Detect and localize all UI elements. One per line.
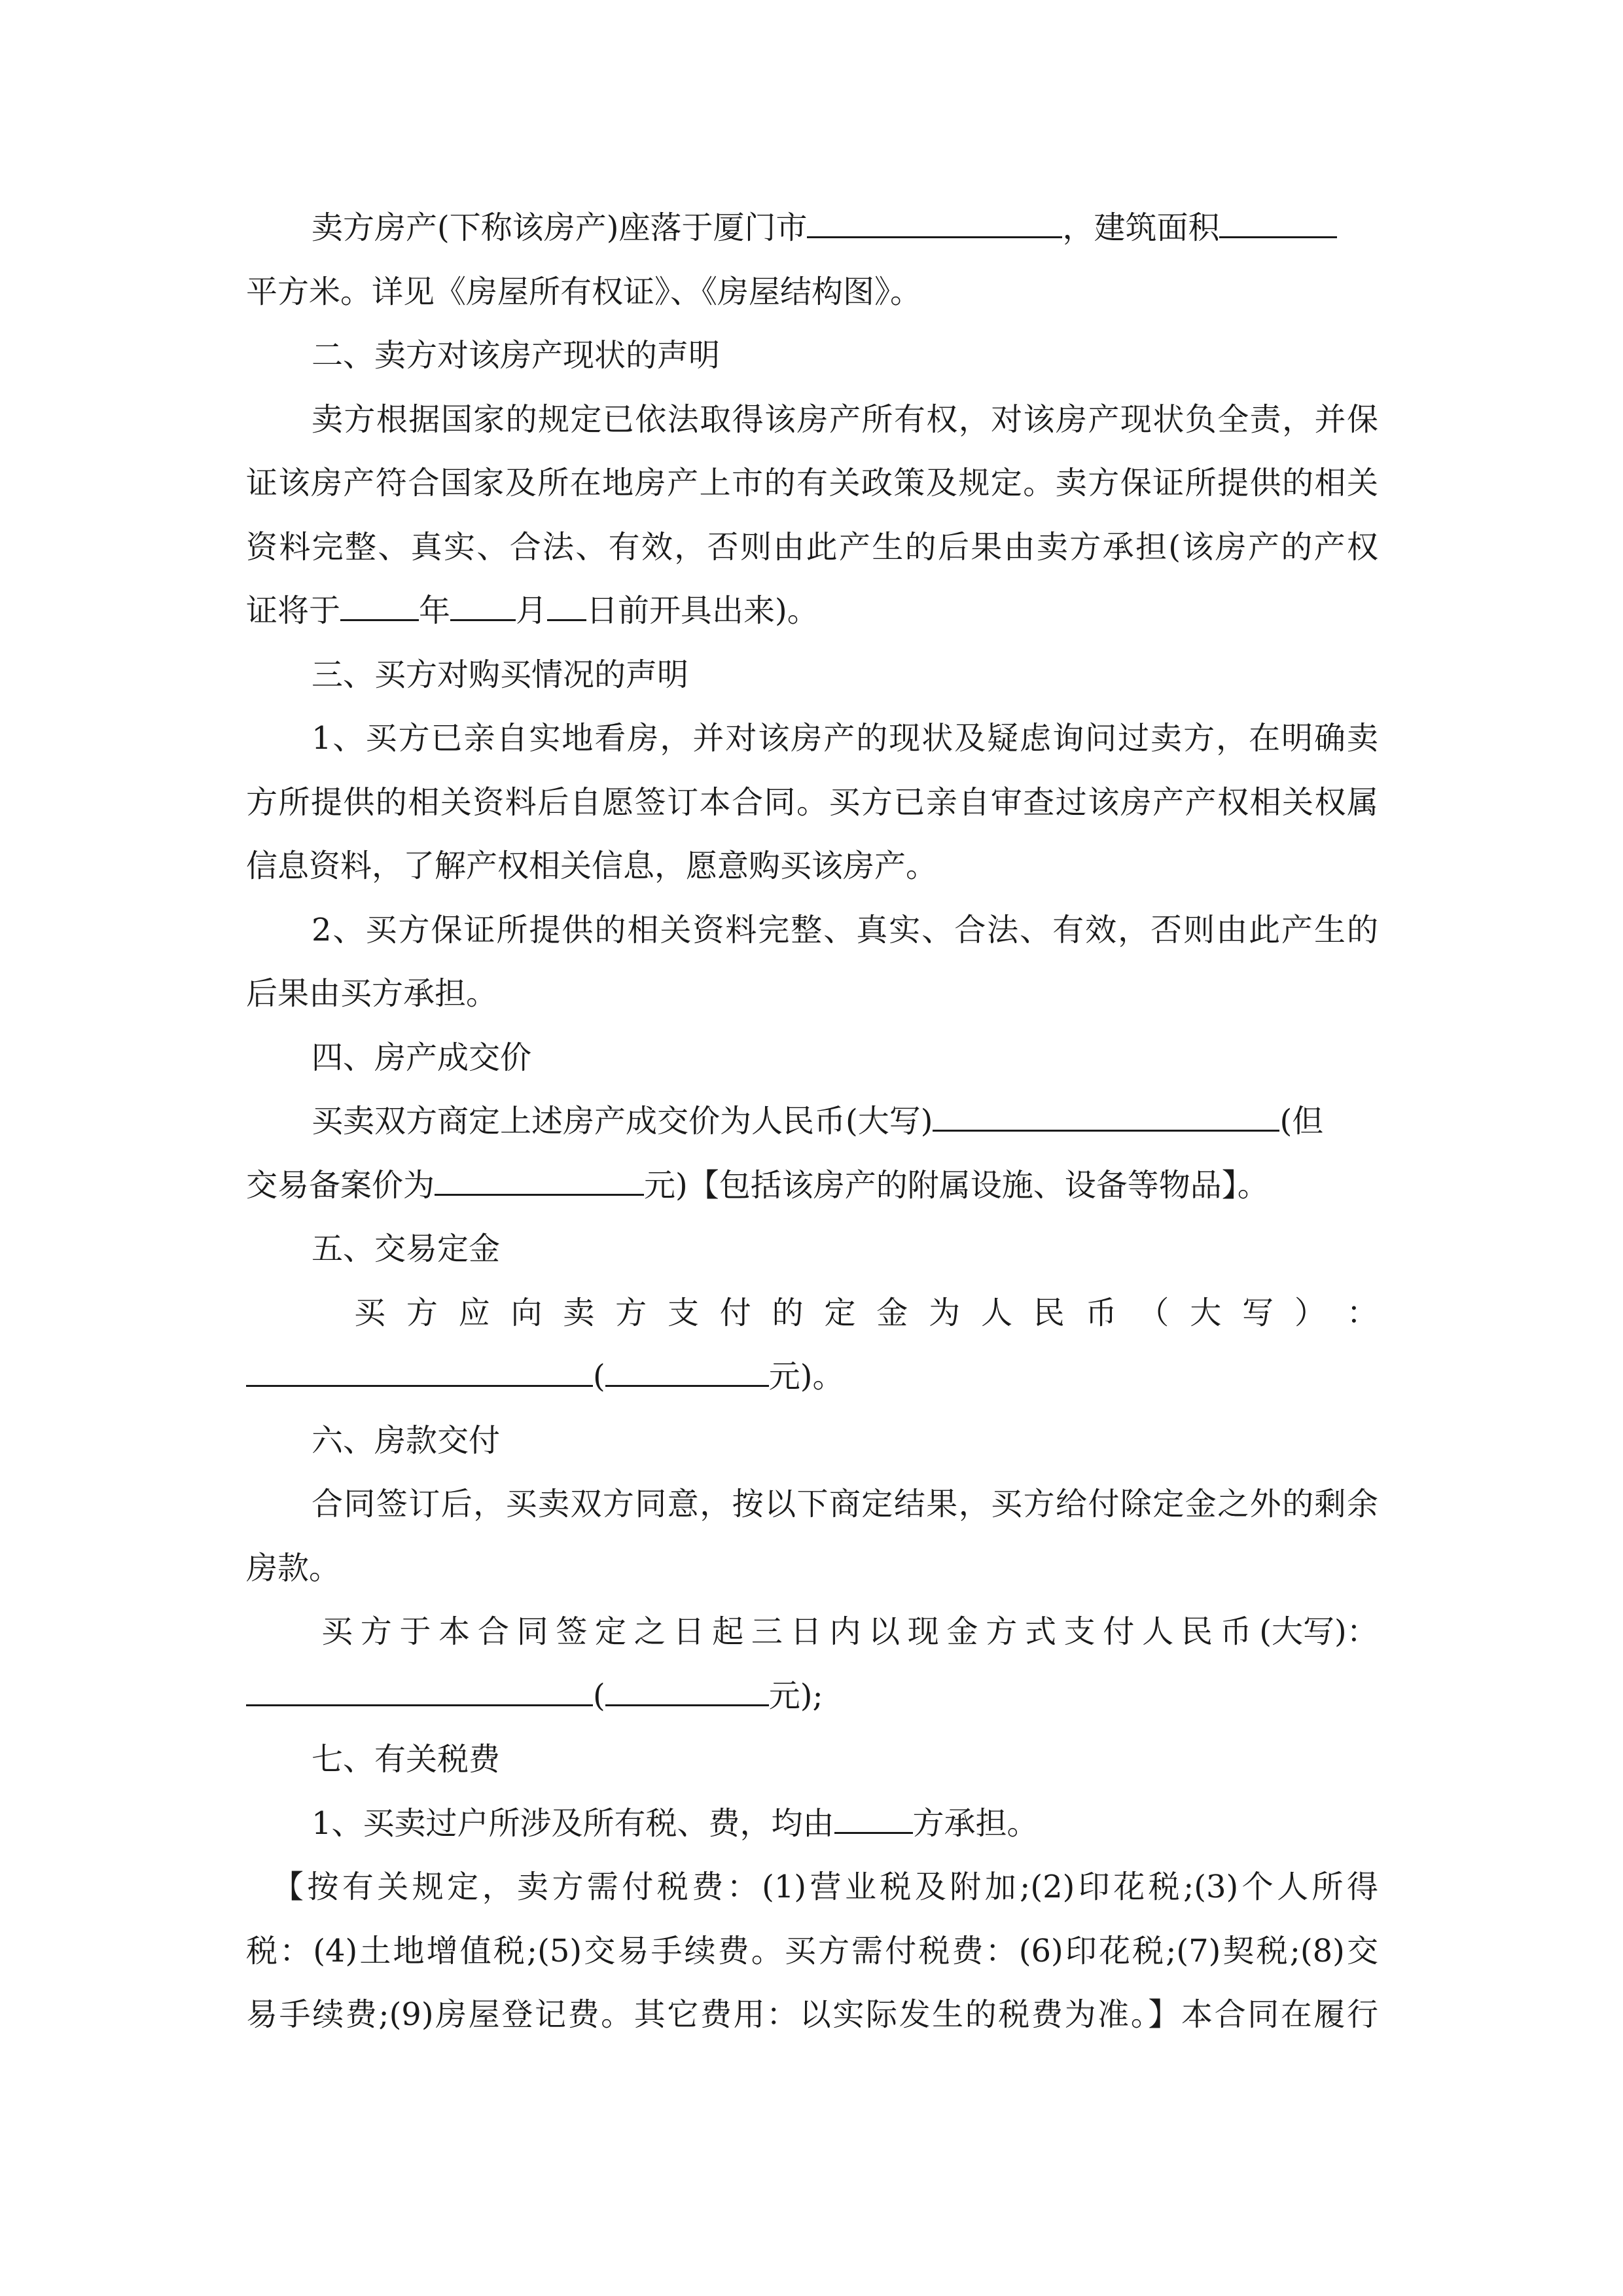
char: 于 [399,1613,431,1650]
blank-payment-amount[interactable] [605,1668,769,1706]
text: 证将于 [246,592,341,629]
char: 的 [772,1294,804,1331]
section-heading-7 [246,1728,1378,1792]
paragraph-line [246,388,1378,452]
char: ） [1294,1294,1326,1331]
paragraph-line [246,1856,1378,1920]
text: 房款。 [246,1549,341,1587]
text: (但 [1279,1103,1324,1139]
text: ，建筑面积 [1062,209,1220,246]
blank-deposit-words[interactable] [246,1348,593,1387]
blank-year[interactable] [340,583,419,621]
text: 卖方根据国家的规定已依法取得该房产所有权，对该房产现状负全责，并保 [312,401,1378,438]
char: (大写)： [1259,1613,1378,1650]
contract-page [246,196,1378,2047]
char: 签 [556,1613,588,1650]
char: 同 [516,1613,548,1650]
char: 应 [458,1294,490,1331]
text: 元); [768,1677,823,1714]
heading-text: 七、有关税费 [312,1741,501,1778]
char: ： [1346,1294,1378,1331]
char: 民 [1181,1613,1213,1650]
char: 式 [1024,1613,1056,1650]
text: 元)。 [768,1358,844,1395]
text: 交易备案价为 [246,1166,435,1204]
blank-day[interactable] [547,583,586,621]
char: 付 [719,1294,751,1331]
heading-text: 三、买方对购买情况的声明 [312,656,689,693]
section-heading-4 [246,1026,1378,1090]
char: 现 [907,1613,939,1650]
text: 年 [419,592,451,629]
text: 元)【包括该房产的附属设施、设备等物品】。 [644,1166,1269,1204]
paragraph-line [246,452,1378,516]
blank-payment-words[interactable] [246,1668,593,1706]
paragraph-line [246,1664,1378,1729]
char: 民 [1033,1294,1065,1331]
paragraph-line [246,579,1378,643]
text: 2、买方保证所提供的相关资料完整、真实、合法、有效，否则由此产生的 [312,911,1378,948]
text: 1、买方已亲自实地看房，并对该房产的现状及疑虑询问过卖方，在明确卖 [312,720,1378,757]
paragraph-line [246,899,1378,963]
paragraph-line [246,1983,1378,2047]
text: ( [593,1677,605,1714]
text: 信息资料，了解产权相关信息，愿意购买该房产。 [246,848,938,884]
paragraph-location-cont [246,260,1378,325]
heading-text: 五、交易定金 [312,1230,501,1267]
heading-text: 六、房款交付 [312,1422,501,1459]
text: 证该房产符合国家及所在地房产上市的有关政策及规定。卖方保证所提供的相关 [246,465,1378,501]
text: 月 [516,592,548,629]
blank-address[interactable] [807,200,1062,238]
paragraph-line [246,1345,1378,1409]
char: 向 [510,1294,543,1331]
blank-filing-price[interactable] [435,1157,644,1196]
section-heading-3 [246,643,1378,708]
char: 币 [1085,1294,1117,1331]
paragraph-line [246,1154,1378,1218]
char: 买 [354,1294,386,1331]
char: 起 [712,1613,744,1650]
blank-price-words[interactable] [933,1093,1279,1132]
char: 人 [980,1294,1012,1331]
text: 资料完整、真实、合法、有效，否则由此产生的后果由卖方承担(该房产的产权 [246,528,1378,565]
text: 1、买卖过户所涉及所有税、费，均由 [312,1804,834,1842]
paragraph-line [246,962,1378,1026]
text: 【按有关规定，卖方需付税费：(1)营业税及附加;(2)印花税;(3)个人所得 [272,1869,1378,1905]
char: 方 [986,1613,1018,1650]
char: 买 [321,1613,353,1650]
paragraph-line-spaced [246,1282,1378,1346]
text: 税：(4)土地增值税;(5)交易手续费。买方需付税费：(6)印花税;(7)契税;(8)交 [246,1932,1378,1969]
char: 定 [824,1294,856,1331]
char: 支 [667,1294,699,1331]
char: 方 [406,1294,438,1331]
char: 合 [477,1613,509,1650]
char: 日 [673,1613,705,1650]
char: 金 [876,1294,908,1331]
char: 金 [946,1613,978,1650]
paragraph-line-spaced [246,1600,1378,1664]
paragraph-line [246,1537,1378,1601]
char: 支 [1063,1613,1096,1650]
section-heading-6 [246,1409,1378,1473]
char: 本 [438,1613,471,1650]
section-heading-2 [246,324,1378,388]
text: 易手续费;(9)房屋登记费。其它费用：以实际发生的税费为准。】本合同在履行 [246,1996,1378,2033]
paragraph-location [246,196,1378,260]
heading-text: 二、卖方对该房产现状的声明 [312,337,721,374]
paragraph-line [246,516,1378,580]
text: 方所提供的相关资料后自愿签订本合同。买方已亲自审查过该房产产权相关权属 [246,783,1378,821]
text: 方承担。 [912,1804,1039,1842]
char: 三 [751,1613,783,1650]
text: 卖方房产(下称该房产)座落于厦门市 [312,209,808,246]
char: 大 [1190,1294,1222,1331]
char: 卖 [563,1294,595,1331]
paragraph-line [246,1792,1378,1856]
text: 买卖双方商定上述房产成交价为人民币(大写) [312,1103,933,1139]
char: 日 [790,1613,822,1650]
paragraph-line [246,771,1378,835]
char: 为 [929,1294,961,1331]
char: 以 [868,1613,901,1650]
paragraph-line [246,707,1378,771]
char: 人 [1142,1613,1174,1650]
char: 内 [829,1613,861,1650]
section-heading-5 [246,1217,1378,1282]
paragraph-line [246,1920,1378,1984]
char: 方 [615,1294,647,1331]
char: 币 [1220,1613,1252,1650]
blank-deposit-amount[interactable] [605,1348,769,1387]
text: 合同签订后，买卖双方同意，按以下商定结果，买方给付除定金之外的剩余 [312,1486,1378,1522]
paragraph-line [246,1090,1378,1154]
text: 后果由买方承担。 [246,975,498,1012]
text: 平方米。详见《房屋所有权证》、《房屋结构图》。 [246,273,922,310]
blank-month[interactable] [450,583,516,621]
heading-text: 四、房产成交价 [312,1039,532,1076]
blank-tax-party[interactable] [834,1795,913,1834]
text: 日前开具出来)。 [586,592,819,629]
text: ( [593,1358,605,1395]
paragraph-line [246,1473,1378,1537]
char: 定 [595,1613,627,1650]
char: 写 [1242,1294,1274,1331]
char: 方 [360,1613,392,1650]
blank-area[interactable] [1219,200,1337,238]
paragraph-line [246,834,1378,899]
char: 付 [1103,1613,1135,1650]
char: 之 [633,1613,666,1650]
char: （ [1137,1294,1169,1331]
